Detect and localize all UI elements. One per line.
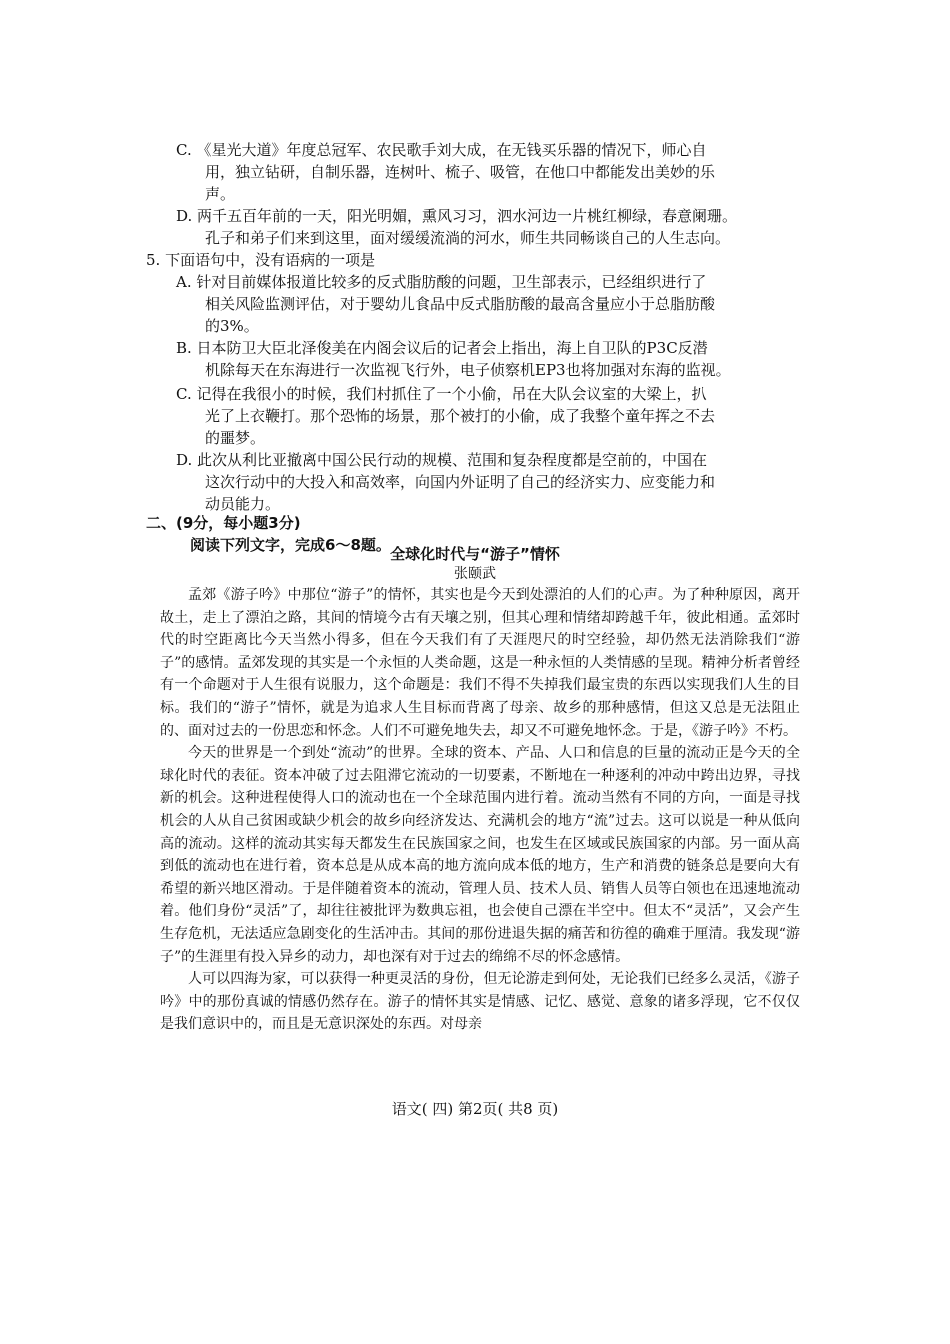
q5-option-d-line2: 这次行动中的大投入和高效率，向国内外证明了自己的经济实力、应变能力和 [205,473,716,491]
q5-option-a-line3: 的3%。 [205,317,259,335]
page-footer: 语文( 四) 第2页( 共8 页) [391,1100,559,1118]
article-author: 张颐武 [454,566,496,582]
q5-option-c-line1: C. 记得在我很小的时候，我们村抓住了一个小偷，吊在大队会议室的大梁上，扒 [176,385,707,403]
article-title: 全球化时代与“游子”情怀 [390,545,560,563]
q5-option-c-line2: 光了上衣鞭打。那个恐怖的场景，那个被打的小偷，成了我整个童年挥之不去 [205,407,716,425]
q5-option-d-line1: D. 此次从利比亚撤离中国公民行动的规模、范围和复杂程度都是空前的，中国在 [176,451,708,469]
q4-option-d-line2: 孔子和弟子们来到这里，面对缓缓流淌的河水，师生共同畅谈自己的人生志向。 [205,229,731,247]
article-paragraph-3: 人可以四海为家，可以获得一种更灵活的身份，但无论游走到何处，无论我们已经多么灵活，《游子吟》中的那份真诚的情感仍然存在。游子的情怀其实是情感、记忆、感觉、意象的诸多浮现，它不仅仅是我们意识中的，而且是无意识深处的东西。对母亲 [160,971,800,1033]
q5-option-b-line2: 机除每天在东海进行一次监视飞行外，电子侦察机EP3也将加强对东海的监视。 [205,361,731,379]
q5-stem: 5. 下面语句中，没有语病的一项是 [146,251,376,269]
q4-option-c-line1: C. 《星光大道》年度总冠军、农民歌手刘大成，在无钱买乐器的情况下，师心自 [176,141,707,159]
q4-option-c-line2: 用，独立钻研，自制乐器，连树叶、梳子、吸管，在他口中都能发出美妙的乐 [205,163,716,181]
article-body [160,584,800,1036]
q5-option-a-line2: 相关风险监测评估，对于婴幼儿食品中反式脂肪酸的最高含量应小于总脂肪酸 [205,295,716,313]
q5-option-b-line1: B. 日本防卫大臣北泽俊美在内阁会议后的记者会上指出，海上自卫队的P3C反潜 [176,339,708,357]
section-instruction: 阅读下列文字，完成6～8题。 [190,536,391,554]
q5-option-d-line3: 动员能力。 [205,495,281,513]
q5-option-c-line3: 的噩梦。 [205,429,266,447]
q4-option-c-line3: 声。 [205,185,236,203]
article-paragraph-1: 孟郊《游子吟》中那位“游子”的情怀，其实也是今天到处漂泊的人们的心声。为了种种原因，离开故土，走上了漂泊之路，其间的情境今古有天壤之别，但其心理和情绪却跨越千年，彼此相通。孟郊时代的时空距离比今天当然小得多，但在今天我们有了天涯咫尺的时空经验，却仍然无法消除我们“游子”的感情。孟郊发现的其实是一个永恒的人类命题，这是一种永恒的人类情感的呈现。精神分析者曾经有一个命题对于人生很有说服力，这个命题是：我们不得不失掉我们最宝贵的东西以实现我们人生的目标。我们的“游子”情怀，就是为追求人生目标而背离了母亲、故乡的那种感情，但这又总是无法阻止的、面对过去的一份思恋和怀念。人们不可避免地失去，却又不可避免地怀念。于是，《游子吟》不朽。 [160,587,800,739]
q4-option-d-line1: D. 两千五百年前的一天，阳光明媚，熏风习习，泗水河边一片桃红柳绿，春意阑珊。 [176,207,738,225]
section-heading: 二、(9分，每小题3分) [146,514,301,532]
article-paragraph-2: 今天的世界是一个到处“流动”的世界。全球的资本、产品、人口和信息的巨量的流动正是今天的全球化时代的表征。资本冲破了过去阻滞它流动的一切要素，不断地在一种逐利的冲动中跨出边界，寻找新的机会。这种进程使得人口的流动也在一个全球范围内进行着。流动当然有不同的方向，一面是寻找机会的人从自己贫困或缺少机会的故乡向经济发达、充满机会的地方“流”过去。这可以说是一种从低向高的流动。这样的流动其实每天都发生在民族国家之间，也发生在区域或民族国家的内部。另一面从高到低的流动也在进行着，资本总是从成本高的地方流向成本低的地方，生产和消费的链条总是要向大有希望的新兴地区滑动。于是伴随着资本的流动，管理人员、技术人员、销售人员等白领也在迅速地流动着。他们身份“灵活”了，却往往被批评为数典忘祖，也会使自己漂在半空中。但太不“灵活”，又会产生生存危机，无法适应急剧变化的生活冲击。其间的那份进退失据的痛苦和彷徨的确难于厘清。我发现“游子”的生涯里有投入异乡的动力，却也深有对于过去的绵绵不尽的怀念感情。 [160,745,800,965]
q5-option-a-line1: A. 针对目前媒体报道比较多的反式脂肪酸的问题，卫生部表示，已经组织进行了 [176,273,707,291]
